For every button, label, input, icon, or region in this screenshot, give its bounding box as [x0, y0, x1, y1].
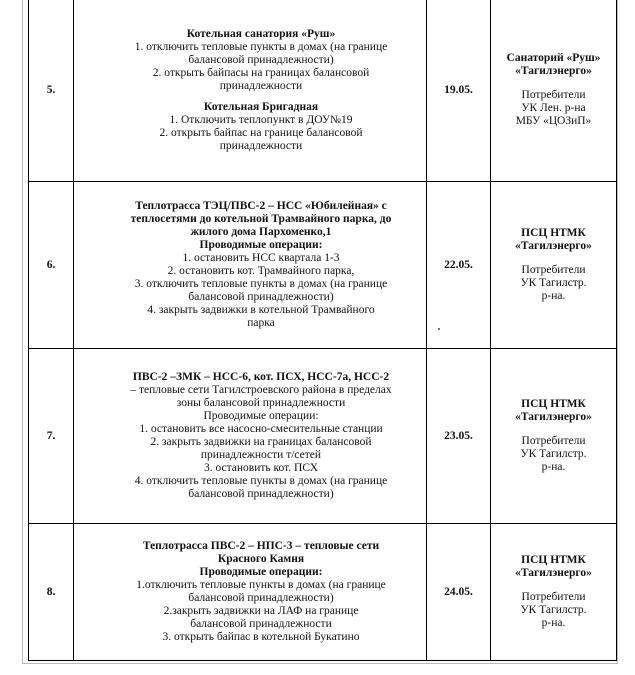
section-title: Проводимые операции: — [199, 239, 323, 251]
consumer-line: МБУ «ЦОЗиП» — [515, 115, 592, 127]
section-title: Котельная санатория «Руш» — [186, 27, 336, 40]
consumer-line: Потребители — [521, 435, 586, 447]
operation-line: 4. закрыть задвижки в котельной Трамвайного — [147, 304, 375, 316]
operation-line: балансовой принадлежности) — [188, 53, 334, 66]
row-number: 6. — [29, 182, 74, 349]
date-cell: 23.05. — [427, 349, 491, 524]
operation-line: 1. Отключить теплопункт в ДОУ№19 — [169, 113, 353, 126]
table-row — [29, 182, 617, 349]
section-title: Котельная Бригадная — [203, 100, 319, 113]
schedule-table — [28, 0, 617, 661]
operation-line: 3. открыть байпас в котельной Букатино — [162, 631, 360, 643]
responsible-org-cell — [491, 524, 617, 661]
operation-line: 2. открыть байпас на границе балансовой — [159, 126, 363, 139]
section-title: ПВС-2 –ЗМК – НСС-6, кот. ПСХ, НСС-7а, НСС-2 — [132, 371, 390, 383]
operation-line: 2. остановить кот. Трамвайного парка, — [167, 265, 355, 277]
consumer-line: УК Тагилстр. — [520, 448, 587, 460]
org-name: «Тагилэнерго» — [515, 567, 592, 579]
operation-line: – тепловые сети Тагилстроевского района в пределах — [130, 384, 392, 396]
consumer-line: УК Тагилстр. — [520, 604, 587, 616]
operation-line: 2.закрыть задвижки на ЛАФ на границе — [163, 605, 359, 617]
operation-line: балансовой принадлежности — [190, 618, 332, 630]
section-title: жилого дома Пархоменко,1 — [190, 226, 332, 238]
org-name: Санаторий «Руш» — [506, 52, 601, 64]
operation-line: принадлежности — [219, 139, 303, 152]
section-title: Теплотрасса ПВС-2 – НПС-3 – тепловые сети — [142, 540, 380, 552]
operation-line: 1. остановить все насосно-смесительные станции — [139, 423, 383, 435]
org-name: ПСЦ НТМК — [521, 554, 586, 566]
org-gap — [491, 253, 616, 264]
section-title: теплосетями до котельной Трамвайного парка, до — [130, 213, 392, 225]
org-name: «Тагилэнерго» — [515, 65, 592, 77]
org-name: «Тагилэнерго» — [515, 411, 592, 423]
consumer-line: УК Лен. р-на — [521, 102, 586, 114]
org-gap — [491, 78, 616, 89]
operation-line: 1. остановить НСС квартала 1-3 — [182, 252, 340, 264]
consumer-line: Потребители — [521, 89, 586, 101]
consumer-line: УК Тагилстр. — [520, 277, 587, 289]
date-cell: 24.05. — [427, 524, 491, 661]
operation-description-cell — [74, 0, 427, 182]
block-gap — [104, 93, 418, 101]
operation-line: балансовой принадлежности) — [188, 291, 334, 303]
date-cell: 19.05. — [427, 0, 491, 182]
responsible-org-cell — [491, 182, 617, 349]
responsible-org-cell — [491, 0, 617, 182]
table-row — [29, 524, 617, 661]
row-number: 5. — [29, 0, 74, 182]
org-name: ПСЦ НТМК — [521, 398, 586, 410]
operation-line: балансовой принадлежности) — [188, 488, 334, 500]
section-title: Теплотрасса ТЭЦ/ПВС-2 – НСС «Юбилейная» с — [135, 200, 387, 212]
operation-line: 2. открыть байпасы на границах балансовой — [152, 66, 370, 79]
operation-line: 3. отключить тепловые пункты в домах (на границе — [134, 278, 388, 290]
operation-line: парка — [247, 317, 275, 329]
operation-line: зоны балансовой принадлежности — [176, 397, 346, 409]
section-title: Красного Камня — [217, 553, 305, 565]
operation-line: принадлежности т/сетей — [200, 449, 322, 461]
org-gap — [491, 580, 616, 591]
consumer-line: Потребители — [521, 264, 586, 276]
org-name: ПСЦ НТМК — [521, 227, 586, 239]
table-row — [29, 0, 617, 182]
operation-description-cell — [74, 349, 427, 524]
operation-description-cell — [74, 524, 427, 661]
table-row — [29, 349, 617, 524]
operation-line: 1.отключить тепловые пункты в домах (на границе — [136, 579, 386, 591]
operation-line: 4. отключить тепловые пункты в домах (на границе — [134, 475, 388, 487]
row-number: 8. — [29, 524, 74, 661]
operation-line: 1. отключить тепловые пункты в домах (на границе — [134, 40, 388, 53]
operation-line: 2. закрыть задвижки на границах балансовой — [150, 436, 372, 448]
row-number: 7. — [29, 349, 74, 524]
operation-line: Проводимые операции: — [203, 410, 319, 422]
date-cell: 22.05. — [427, 182, 491, 349]
operation-line: 3. остановить кот. ПСХ — [203, 462, 319, 474]
operation-line: принадлежности — [219, 79, 303, 92]
org-gap — [491, 424, 616, 435]
section-title: Проводимые операции: — [199, 566, 323, 578]
responsible-org-cell — [491, 349, 617, 524]
consumer-line: р-на. — [541, 617, 566, 629]
consumer-line: Потребители — [521, 591, 586, 603]
consumer-line: р-на. — [541, 461, 566, 473]
consumer-line: р-на. — [541, 290, 566, 302]
org-name: «Тагилэнерго» — [515, 240, 592, 252]
operation-line: балансовой принадлежности) — [188, 592, 334, 604]
operation-description-cell — [74, 182, 427, 349]
scan-speck — [438, 328, 440, 330]
